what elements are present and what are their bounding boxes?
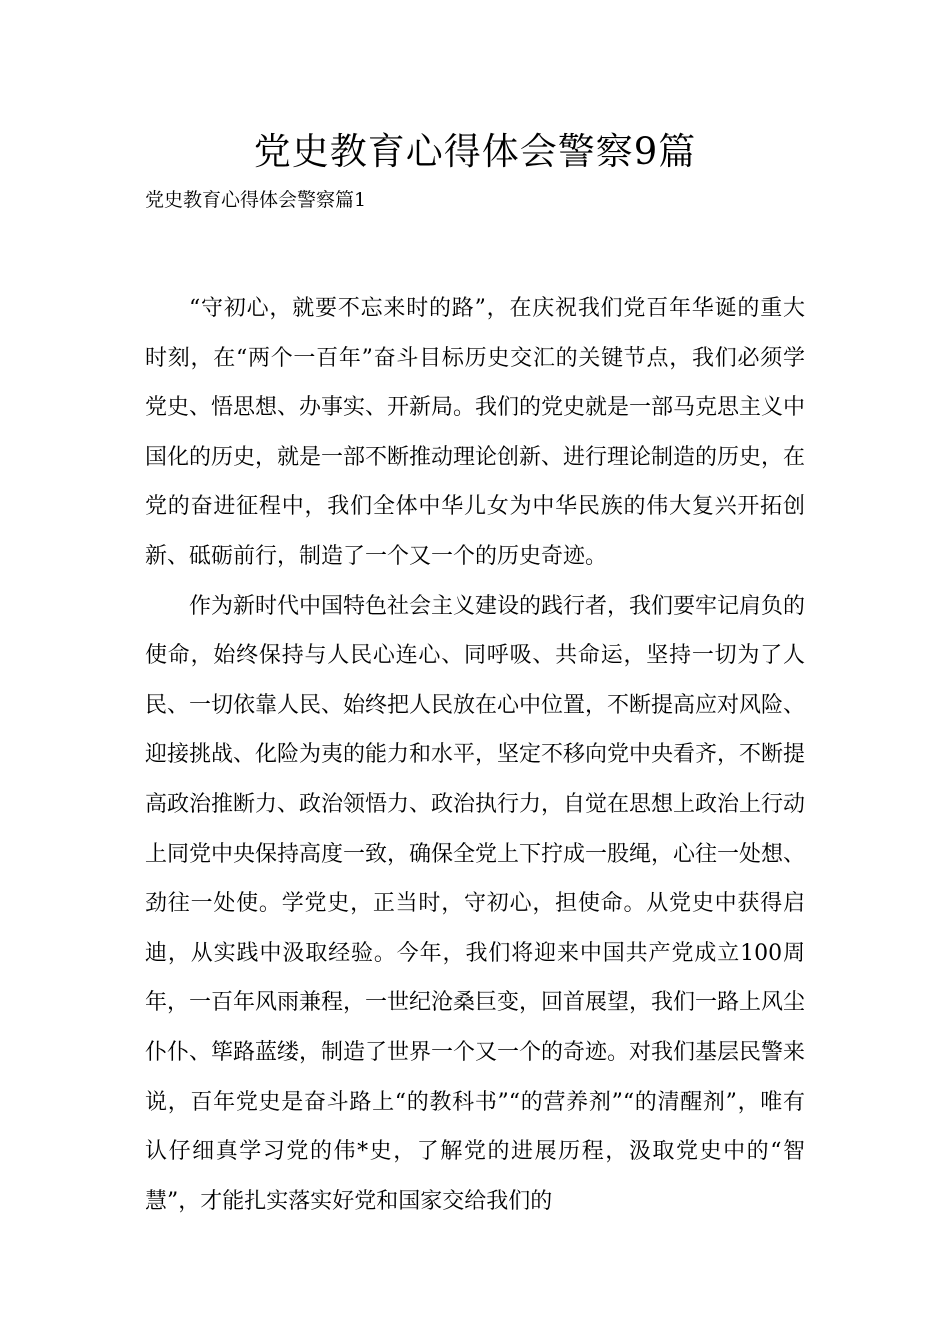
paragraph-2: 作为新时代中国特色社会主义建设的践行者，我们要牢记肩负的使命，始终保持与人民心连心、同呼吸、共命运，坚持一切为了人民、一切依靠人民、始终把人民放在心中位置，不断提高应对风险、迎接挑战、化险为夷的能力和水平，坚定不移向党中央看齐，不断提高政治推断力、政治领悟力、政治执行力，自觉在思想上政治上行动上同党中央保持高度一致，确保全党上下拧成一股绳，心往一处想、劲往一处使。学党史，正当时，守初心，担使命。从党史中获得启迪，从实践中汲取经验。今年，我们将迎来中国共产党成立100周年，一百年风雨兼程，一世纪沧桑巨变，回首展望，我们一路上风尘仆仆、筚路蓝缕，制造了世界一个又一个的奇迹。对我们基层民警来说，百年党史是奋斗路上“的教科书”“的营养剂”“的清醒剂”，唯有认仔细真学习党的伟*史，了解党的进展历程，汲取党史中的“智慧”，才能扎实落实好党和国家交给我们的	[145, 593, 806, 1214]
section-heading: 党史教育心得体会警察篇1	[145, 189, 367, 211]
document-body	[145, 284, 805, 1226]
paragraph-1: “守初心，就要不忘来时的路”，在庆祝我们党百年华诞的重大时刻，在“两个一百年”奋斗目标历史交汇的关键节点，我们必须学党史、悟思想、办事实、开新局。我们的党史就是一部马克思主义中国化的历史，就是一部不断推动理论创新、进行理论制造的历史，在党的奋进征程中，我们全体中华儿女为中华民族的伟大复兴开拓创新、砥砺前行，制造了一个又一个的历史奇迹。	[145, 296, 806, 569]
document-title: 党史教育心得体会警察9篇	[253, 130, 697, 173]
